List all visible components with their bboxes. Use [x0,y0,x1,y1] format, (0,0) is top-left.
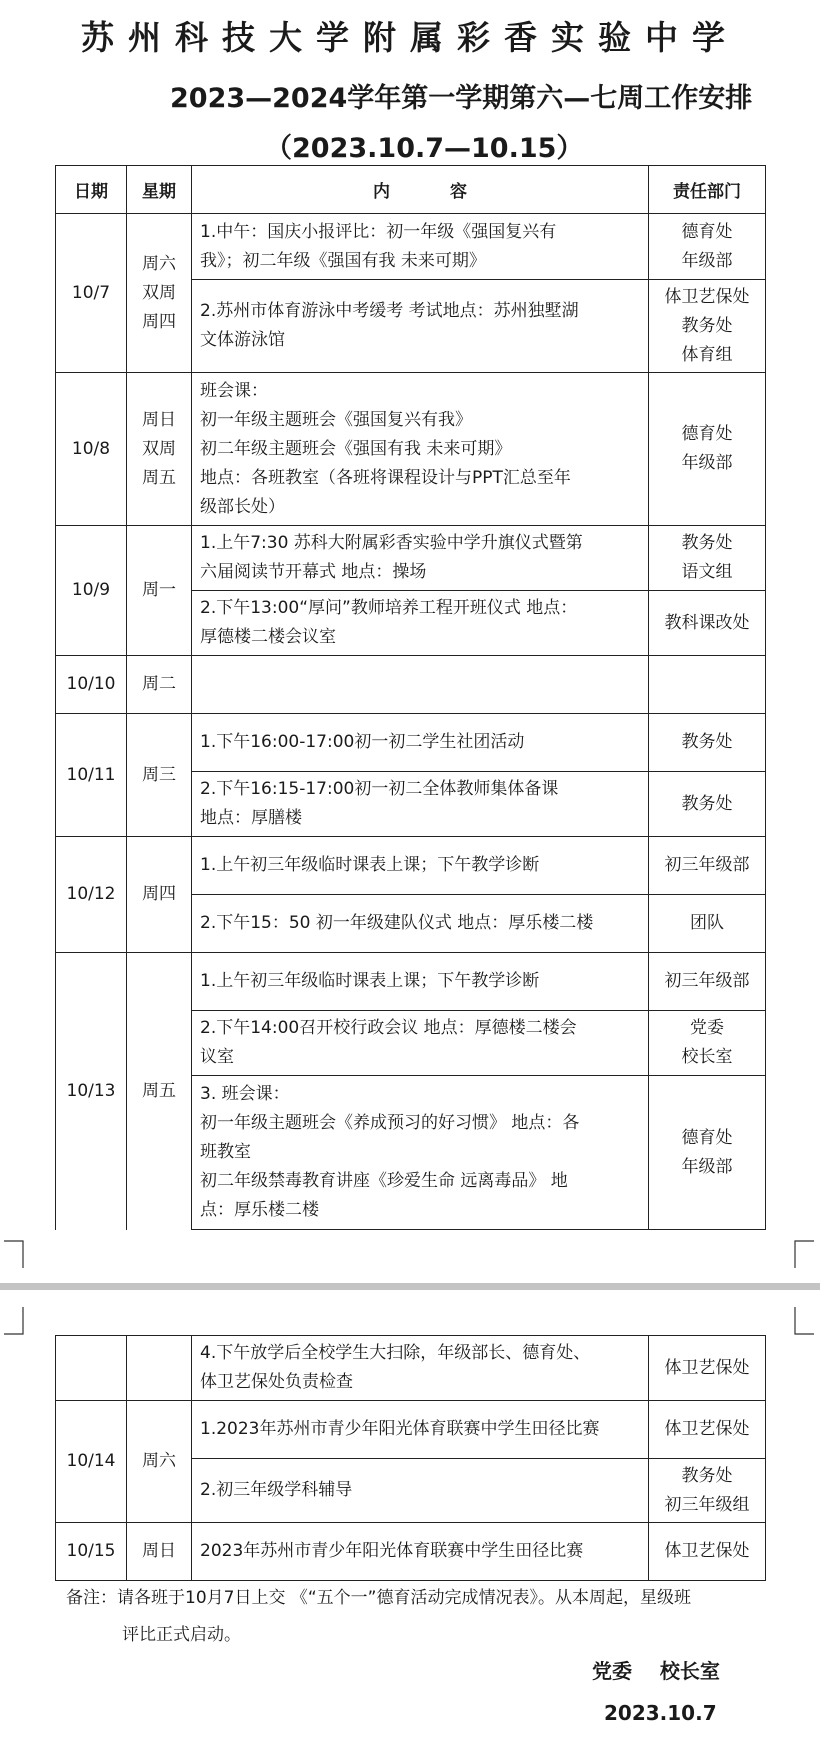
schedule-table-page1 [55,165,766,1230]
table-header-row [56,166,766,214]
schedule-table-page2 [55,1335,766,1581]
page-corner-mark [4,1307,24,1335]
header-date: 日期 [56,166,127,214]
date-cell: 10/8 [56,373,127,526]
content-cell: 2.下午13:00“厚问”教师培养工程开班仪式 地点： 厚德楼二楼会议室 [192,591,649,656]
dept-cell: 团队 [649,895,766,953]
dept-cell: 德育处 年级部 [649,1076,766,1230]
content-cell: 2.初三年级学科辅导 [192,1459,649,1523]
table-row [56,214,766,280]
table-row [56,953,766,1011]
table-row [56,1336,766,1401]
table-row [56,656,766,714]
dept-cell: 体卫艺保处 [649,1523,766,1581]
signature-date: 2023.10.7 [604,1701,717,1725]
footnote [66,1580,796,1654]
date-cell: 10/12 [56,837,127,953]
content-cell: 1.上午7:30 苏科大附属彩香实验中学升旗仪式暨第 六届阅读节开幕式 地点：操场 [192,526,649,591]
dept-cell: 德育处 年级部 [649,214,766,280]
date-cell: 10/7 [56,214,127,373]
page-corner-mark [794,1307,814,1335]
dept-cell: 教科课改处 [649,591,766,656]
table-row [56,714,766,772]
date-cell: 10/11 [56,714,127,837]
table-row [56,373,766,526]
signature-org: 党委 校长室 [592,1659,720,1683]
dept-cell: 德育处 年级部 [649,373,766,526]
dept-cell: 体卫艺保处 [649,1336,766,1401]
weekday-cell: 周六 双周 周四 [127,214,192,373]
dept-cell: 教务处 [649,714,766,772]
content-cell: 1.上午初三年级临时课表上课；下午教学诊断 [192,837,649,895]
weekday-cell: 周二 [127,656,192,714]
date-cell: 10/14 [56,1401,127,1523]
content-cell: 4.下午放学后全校学生大扫除，年级部长、德育处、 体卫艺保处负责检查 [192,1336,649,1401]
dept-cell: 教务处 [649,772,766,837]
table-row [56,837,766,895]
date-cell: 10/9 [56,526,127,656]
footnote-line2: 评比正式启动。 [122,1625,241,1645]
weekday-cell: 周六 [127,1401,192,1523]
school-title: 苏州科技大学附属彩香实验中学 [81,18,739,57]
dept-cell: 初三年级部 [649,837,766,895]
content-cell: 1.下午16:00-17:00初一初二学生社团活动 [192,714,649,772]
header-content: 内容 [192,166,649,214]
content-cell: 2023年苏州市青少年阳光体育联赛中学生田径比赛 [192,1523,649,1581]
date-cell: 10/15 [56,1523,127,1581]
dept-cell [649,656,766,714]
footnote-line1: 备注：请各班于10月7日上交 《“五个一”德育活动完成情况表》。从本周起，星级班 [66,1588,691,1608]
date-cell [56,1336,127,1401]
content-cell: 班会课： 初一年级主题班会《强国复兴有我》 初二年级主题班会《强国有我 未来可期》 地点：各班教室（各班将课程设计与PPT汇总至年 级部长处） [192,373,649,526]
content-cell: 2.下午16:15-17:00初一初二全体教师集体备课 地点：厚膳楼 [192,772,649,837]
table-row [56,526,766,591]
page-corner-mark [4,1240,24,1268]
content-cell: 1.上午初三年级临时课表上课；下午教学诊断 [192,953,649,1011]
weekday-cell [127,1336,192,1401]
content-cell [192,656,649,714]
dept-cell: 体卫艺保处 教务处 体育组 [649,280,766,373]
content-cell: 1.中午：国庆小报评比：初一年级《强国复兴有 我》；初二年级《强国有我 未来可期》 [192,214,649,280]
content-cell: 2.苏州市体育游泳中考缓考 考试地点：苏州独墅湖 文体游泳馆 [192,280,649,373]
content-cell: 2.下午15：50 初一年级建队仪式 地点：厚乐楼二楼 [192,895,649,953]
content-cell: 2.下午14:00召开校行政会议 地点：厚德楼二楼会 议室 [192,1011,649,1076]
dept-cell: 教务处 初三年级组 [649,1459,766,1523]
page-break-divider [0,1283,820,1290]
date-cell: 10/13 [56,953,127,1230]
table-row [56,1401,766,1459]
table-row [56,1523,766,1581]
content-cell: 1.2023年苏州市青少年阳光体育联赛中学生田径比赛 [192,1401,649,1459]
term-title: 2023—2024学年第一学期第六—七周工作安排 [170,83,753,114]
date-range: （2023.10.7—10.15） [265,133,584,164]
header-dept: 责任部门 [649,166,766,214]
weekday-cell: 周三 [127,714,192,837]
dept-cell: 初三年级部 [649,953,766,1011]
weekday-cell: 周五 [127,953,192,1230]
header-weekday: 星期 [127,166,192,214]
dept-cell: 教务处 语文组 [649,526,766,591]
dept-cell: 党委 校长室 [649,1011,766,1076]
date-cell: 10/10 [56,656,127,714]
weekday-cell: 周日 双周 周五 [127,373,192,526]
content-cell: 3. 班会课： 初一年级主题班会《养成预习的好习惯》 地点：各 班教室 初二年级禁毒教育讲座《珍爱生命 远离毒品》 地 点：厚乐楼二楼 [192,1076,649,1230]
dept-cell: 体卫艺保处 [649,1401,766,1459]
weekday-cell: 周四 [127,837,192,953]
weekday-cell: 周一 [127,526,192,656]
page-corner-mark [794,1240,814,1268]
weekday-cell: 周日 [127,1523,192,1581]
